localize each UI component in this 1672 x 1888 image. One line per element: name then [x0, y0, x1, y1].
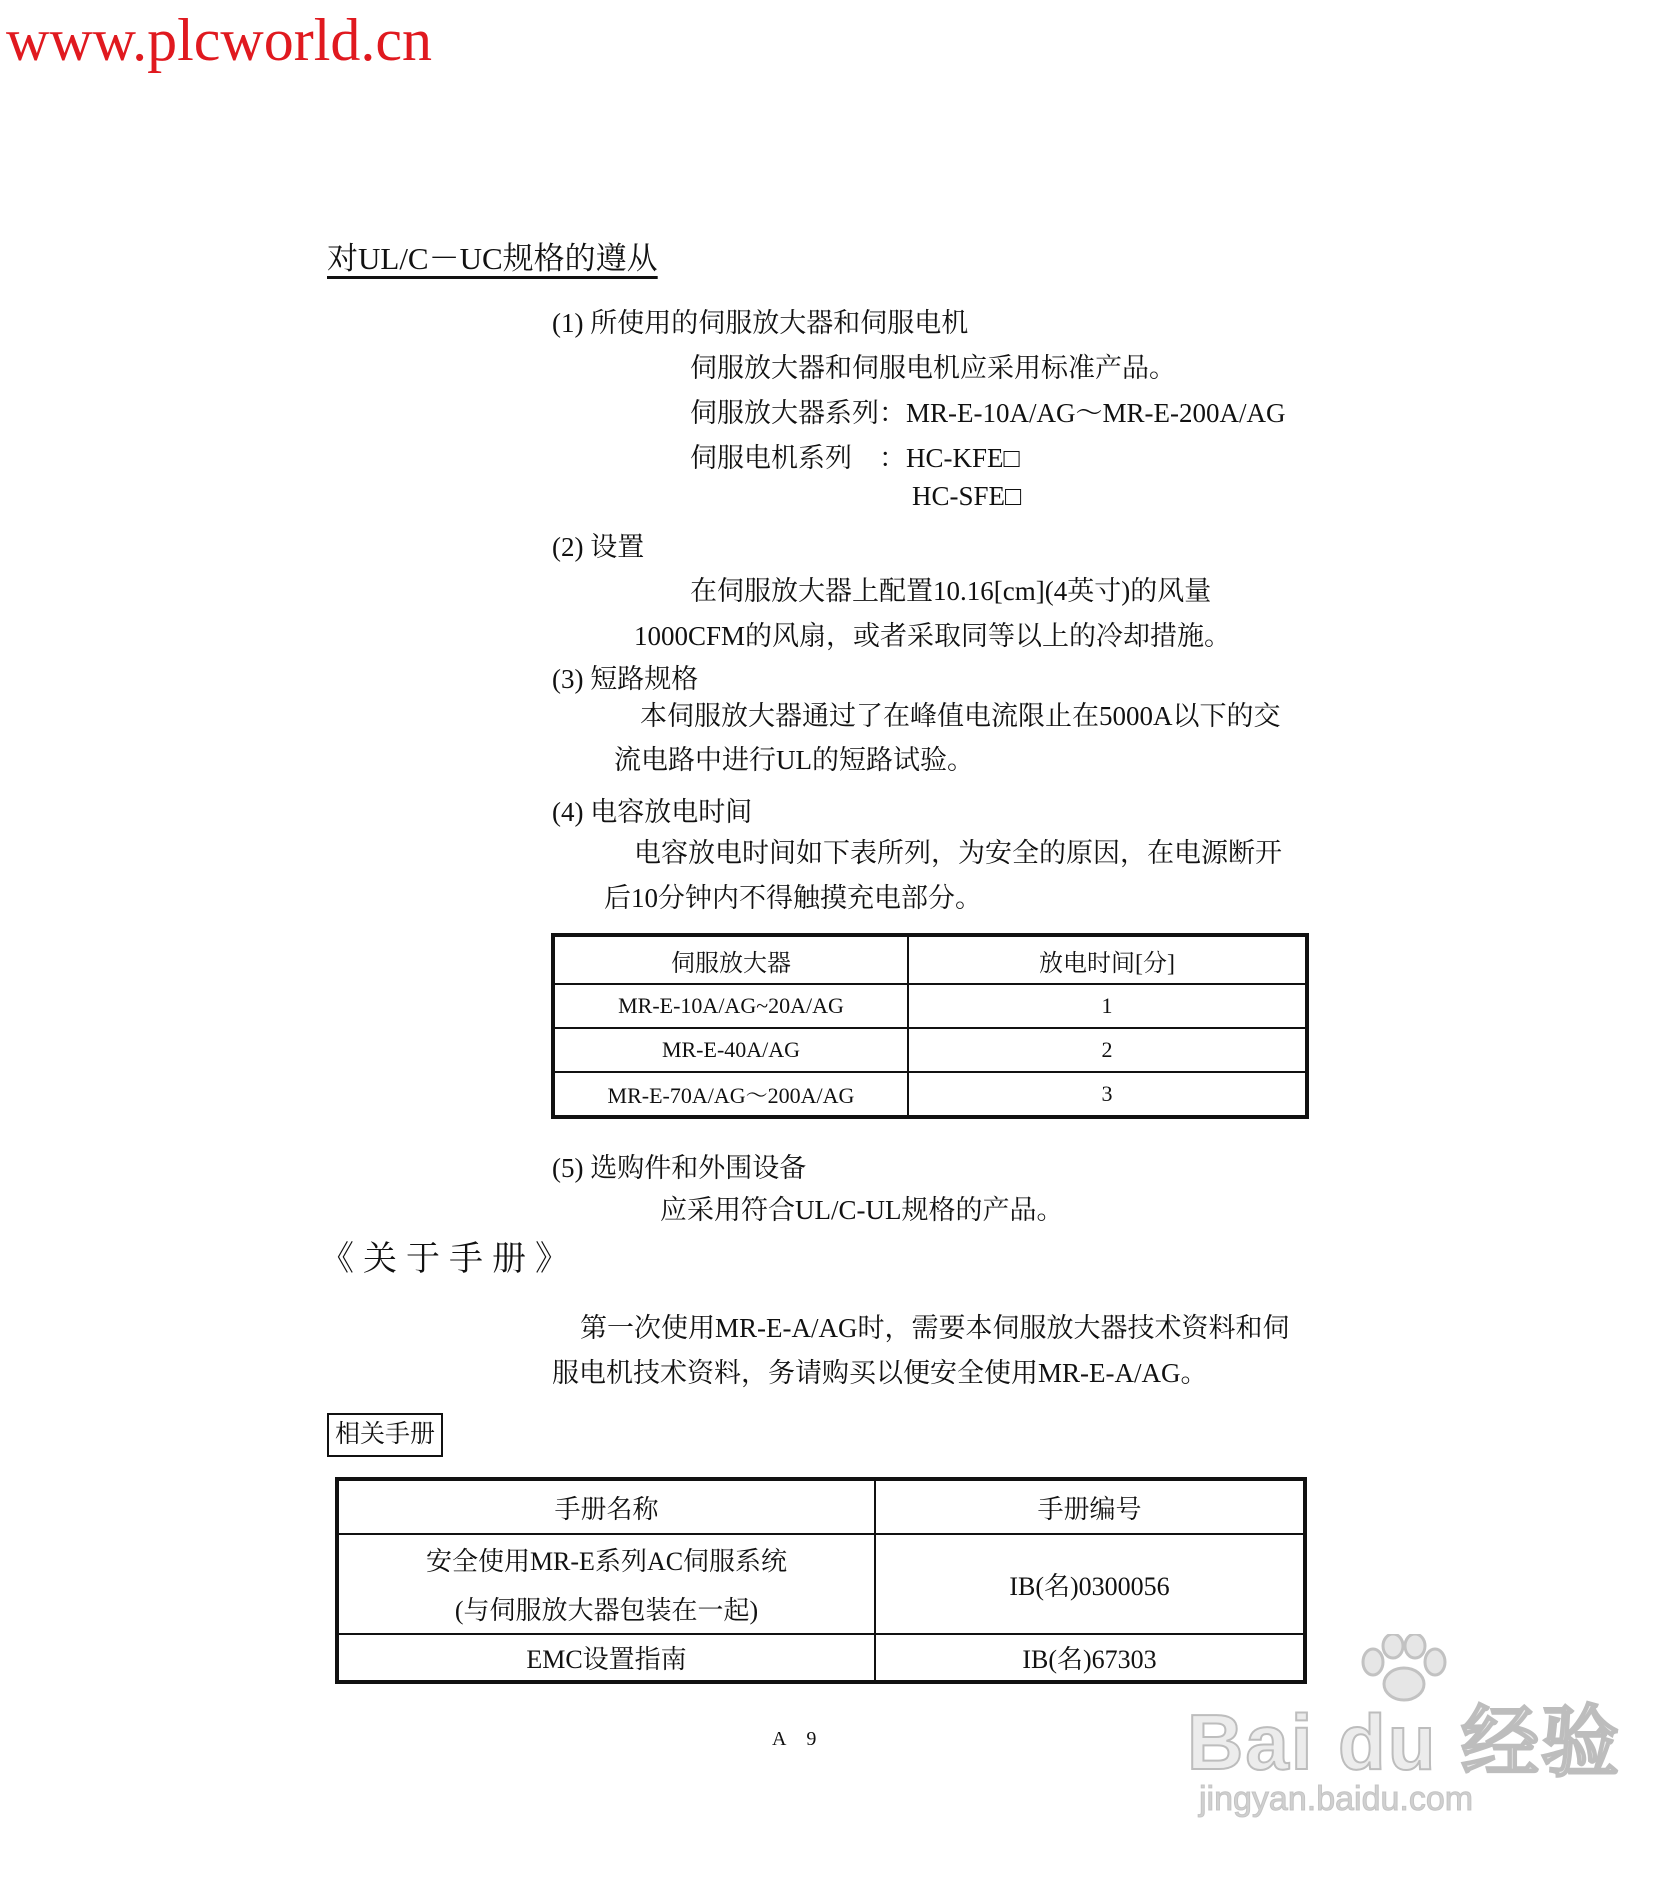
item2-line1: 在伺服放大器上配置10.16[cm](4英寸)的风量 — [690, 576, 1212, 606]
item2-line2: 1000CFM的风扇，或者采取同等以上的冷却措施。 — [634, 621, 1232, 651]
baidu-jingyan-logo — [1187, 1640, 1622, 1830]
table-header-row — [553, 935, 1307, 984]
header-discharge-time: 放电时间[分] — [908, 935, 1307, 984]
manual-name-cell: EMC设置指南 — [337, 1634, 875, 1682]
manual-number-cell: IB(名)67303 — [875, 1634, 1305, 1682]
item1-line4: HC-SFE□ — [912, 481, 1022, 511]
item1-line3: 伺服电机系列 ：HC-KFE□ — [690, 443, 1020, 473]
table-row — [553, 1028, 1307, 1072]
item1-heading: (1) 所使用的伺服放大器和伺服电机 — [552, 308, 969, 338]
time-cell: 3 — [908, 1072, 1307, 1117]
about-line2: 服电机技术资料，务请购买以便安全使用MR-E-A/AG。 — [552, 1358, 1208, 1388]
item4-heading: (4) 电容放电时间 — [552, 797, 753, 827]
manual-name-cell — [337, 1534, 875, 1634]
item1-line1: 伺服放大器和伺服电机应采用标准产品。 — [690, 353, 1176, 383]
site-watermark: www.plcworld.cn — [6, 7, 433, 73]
item1-line2: 伺服放大器系列：MR-E-10A/AG～MR-E-200A/AG — [690, 398, 1286, 428]
item5-line1: 应采用符合UL/C-UL规格的产品。 — [660, 1195, 1064, 1225]
model-cell: MR-E-70A/AG～200A/AG — [553, 1072, 908, 1117]
page-number: A 9 — [772, 1728, 825, 1750]
header-servo-amplifier: 伺服放大器 — [553, 935, 908, 984]
manual-name-line1: 安全使用MR-E系列AC伺服系统 — [425, 1547, 788, 1576]
about-line1: 第一次使用MR-E-A/AG时，需要本伺服放大器技术资料和伺 — [580, 1313, 1290, 1343]
table-row — [553, 1072, 1307, 1117]
time-cell: 1 — [908, 984, 1307, 1028]
item2-heading: (2) 设置 — [552, 532, 645, 562]
model-cell: MR-E-40A/AG — [553, 1028, 908, 1072]
table-row — [337, 1634, 1305, 1682]
table-row — [553, 984, 1307, 1028]
item4-line2: 后10分钟内不得触摸充电部分。 — [604, 883, 982, 913]
item3-line2: 流电路中进行UL的短路试验。 — [614, 745, 974, 775]
related-manuals-label: 相关手册 — [327, 1413, 443, 1457]
logo-main-text: Bai du 经验 — [1187, 1698, 1622, 1786]
item3-line1: 本伺服放大器通过了在峰值电流限止在5000A以下的交 — [640, 701, 1281, 731]
item4-line1: 电容放电时间如下表所列，为安全的原因，在电源断开 — [634, 838, 1282, 868]
item5-heading: (5) 选购件和外围设备 — [552, 1153, 807, 1183]
related-manuals-table — [335, 1477, 1307, 1684]
discharge-time-table — [551, 933, 1309, 1119]
header-manual-number: 手册编号 — [875, 1479, 1305, 1534]
table-header-row — [337, 1479, 1305, 1534]
time-cell: 2 — [908, 1028, 1307, 1072]
about-manual-title: 《关于手册》 — [320, 1241, 578, 1278]
manual-number-cell: IB(名)0300056 — [875, 1534, 1305, 1634]
manual-name-line2: (与伺服放大器包装在一起) — [454, 1596, 759, 1625]
model-cell: MR-E-10A/AG~20A/AG — [553, 984, 908, 1028]
section-title: 对UL/C－UC规格的遵从 — [327, 241, 658, 276]
item3-heading: (3) 短路规格 — [552, 664, 699, 694]
table-row — [337, 1534, 1305, 1634]
header-manual-name: 手册名称 — [337, 1479, 875, 1534]
logo-sub-text: jingyan.baidu.com — [1199, 1780, 1474, 1818]
